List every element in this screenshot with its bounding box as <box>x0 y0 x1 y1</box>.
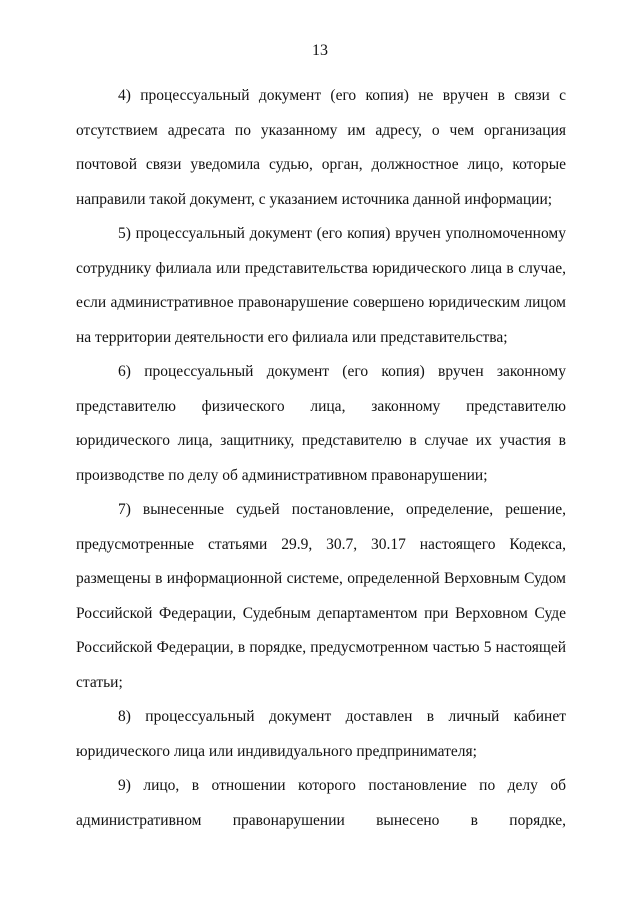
document-body <box>76 79 566 838</box>
page-number: 13 <box>312 42 328 59</box>
paragraph-item-8: 8) процессуальный документ доставлен в личный кабинет юридического лица или индивидуального предпринимателя; <box>76 708 566 760</box>
paragraph-item-4: 4) процессуальный документ (его копия) не вручен в связи с отсутствием адресата по указанному им адресу, о чем организация почтовой связи уведомила судью, орган, должностное лицо, которые направили такой документ, с указанием источника данной информации; <box>76 87 566 208</box>
paragraph-item-5: 5) процессуальный документ (его копия) вручен уполномоченному сотруднику филиала или представительства юридического лица в случае, если административное правонарушение совершено юридическим лицом на территории деятельности его филиала или представительства; <box>76 225 566 346</box>
paragraph-item-7: 7) вынесенные судьей постановление, определение, решение, предусмотренные статьями 29.9, 30.7, 30.17 настоящего Кодекса, размещены в информационной системе, определенной Верховным Судом Российской Федерации, Судебным департаментом при Верховном Суде Российской Федерации, в порядке, предусмотренном частью 5 настоящей статьи; <box>76 501 566 691</box>
paragraph-item-9: 9) лицо, в отношении которого постановление по делу об административном правонарушении вынесено в порядке, <box>76 777 566 829</box>
paragraph-item-6: 6) процессуальный документ (его копия) вручен законному представителю физического лица, законному представителю юридического лица, защитнику, представителю в случае их участия в производстве по делу об административном правонарушении; <box>76 363 566 484</box>
